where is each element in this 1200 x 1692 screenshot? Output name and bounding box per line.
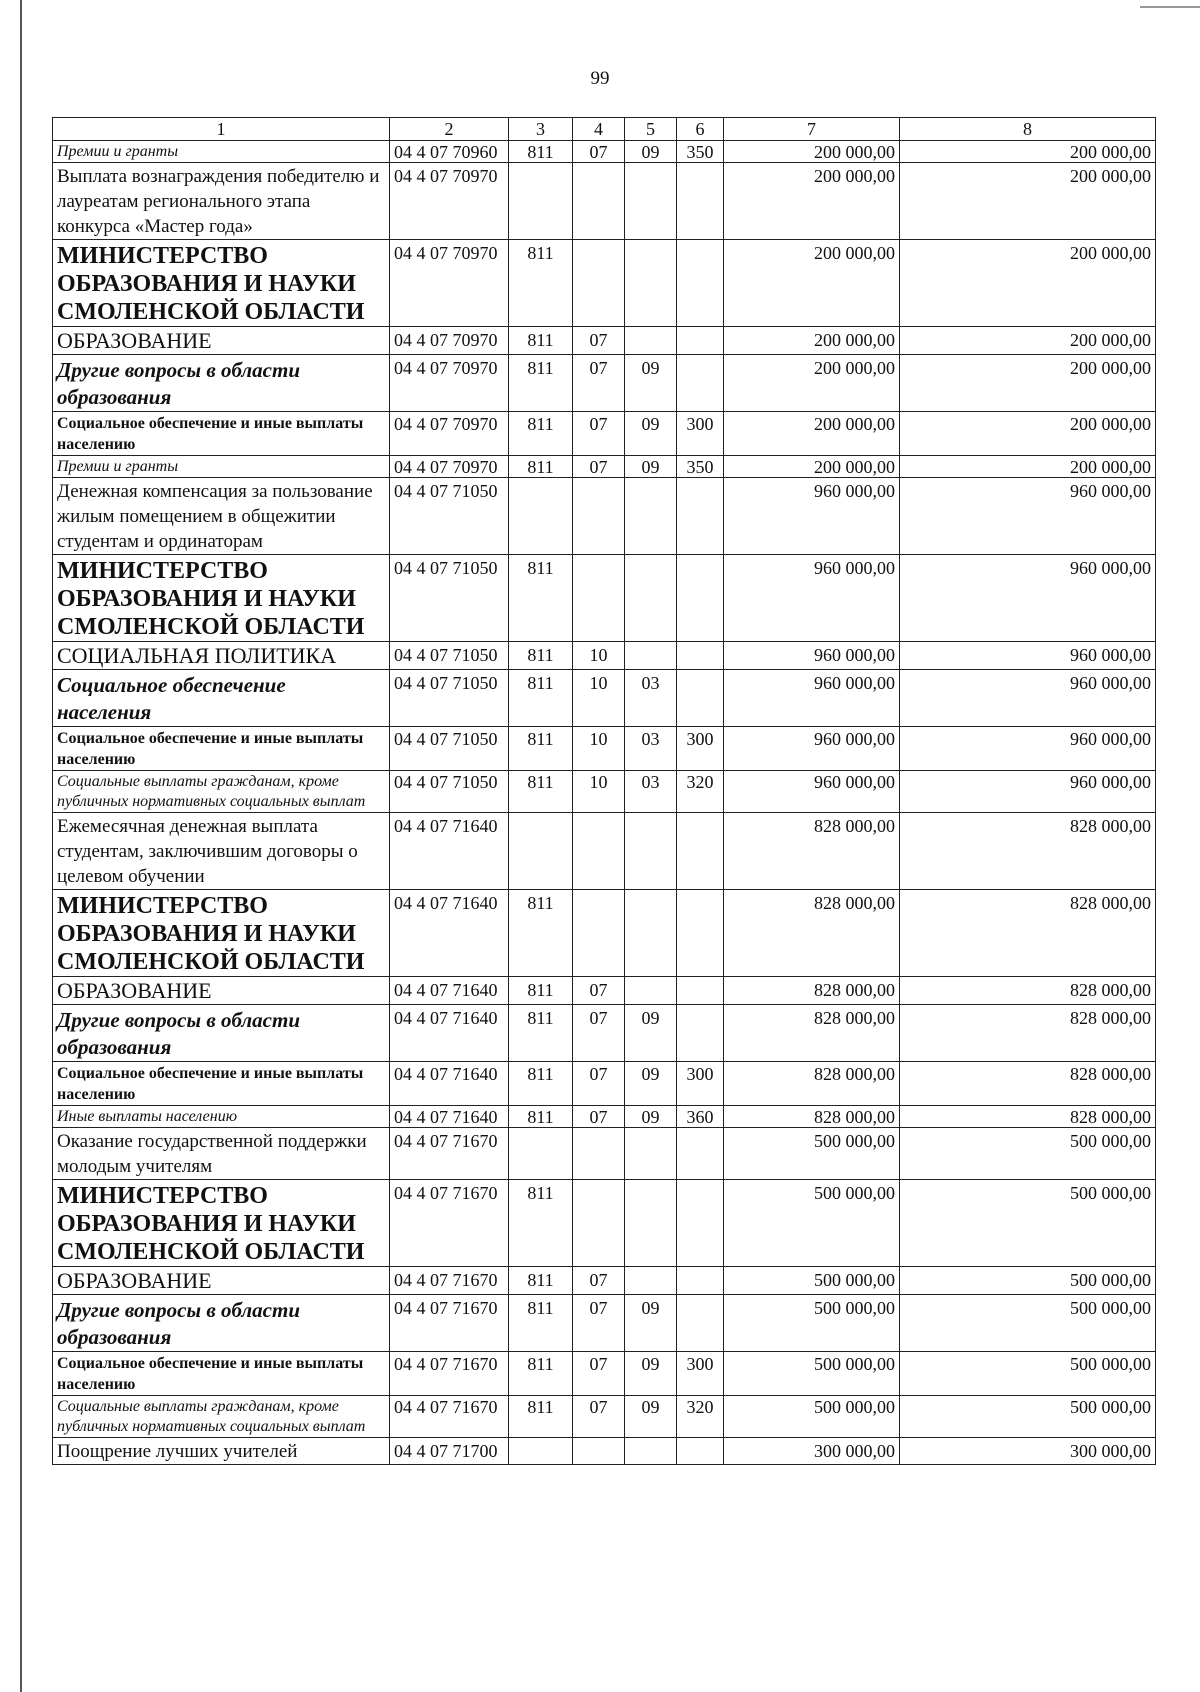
section-code-cell bbox=[573, 1128, 625, 1180]
expense-type-cell bbox=[677, 1128, 724, 1180]
name-cell: ОБРАЗОВАНИЕ bbox=[53, 1267, 390, 1295]
department-code-cell: 811 bbox=[509, 670, 573, 727]
table-row bbox=[53, 1005, 1156, 1062]
table-row bbox=[53, 327, 1156, 355]
section-code-cell: 07 bbox=[573, 1396, 625, 1438]
amount-year1-cell: 960 000,00 bbox=[724, 771, 900, 813]
table-row bbox=[53, 1295, 1156, 1352]
amount-year1-cell: 200 000,00 bbox=[724, 412, 900, 456]
target-code-cell: 04 4 07 70970 bbox=[390, 456, 509, 478]
name-cell: ОБРАЗОВАНИЕ bbox=[53, 977, 390, 1005]
section-code-cell: 10 bbox=[573, 670, 625, 727]
amount-year2-cell: 200 000,00 bbox=[900, 327, 1156, 355]
department-code-cell: 811 bbox=[509, 327, 573, 355]
subsection-code-cell: 09 bbox=[625, 355, 677, 412]
amount-year1-cell: 500 000,00 bbox=[724, 1180, 900, 1267]
amount-year1-cell: 200 000,00 bbox=[724, 240, 900, 327]
amount-year2-cell: 500 000,00 bbox=[900, 1295, 1156, 1352]
name-cell: ОБРАЗОВАНИЕ bbox=[53, 327, 390, 355]
section-code-cell bbox=[573, 1438, 625, 1465]
expense-type-cell bbox=[677, 163, 724, 240]
target-code-cell: 04 4 07 71670 bbox=[390, 1180, 509, 1267]
name-cell: Поощрение лучших учителей bbox=[53, 1438, 390, 1465]
table-row bbox=[53, 670, 1156, 727]
section-code-cell: 10 bbox=[573, 727, 625, 771]
target-code-cell: 04 4 07 71670 bbox=[390, 1267, 509, 1295]
name-cell: МИНИСТЕРСТВО ОБРАЗОВАНИЯ И НАУКИ СМОЛЕНСКОЙ ОБЛАСТИ bbox=[53, 555, 390, 642]
target-code-cell: 04 4 07 70970 bbox=[390, 327, 509, 355]
target-code-cell: 04 4 07 71050 bbox=[390, 727, 509, 771]
department-code-cell: 811 bbox=[509, 1062, 573, 1106]
subsection-code-cell: 09 bbox=[625, 1106, 677, 1128]
department-code-cell bbox=[509, 163, 573, 240]
section-code-cell bbox=[573, 240, 625, 327]
section-code-cell bbox=[573, 890, 625, 977]
expense-type-cell: 300 bbox=[677, 727, 724, 771]
subsection-code-cell: 09 bbox=[625, 141, 677, 163]
department-code-cell: 811 bbox=[509, 1005, 573, 1062]
name-cell: Ежемесячная денежная выплата студентам, заключившим договоры о целевом обучении bbox=[53, 813, 390, 890]
department-code-cell: 811 bbox=[509, 240, 573, 327]
expense-type-cell bbox=[677, 890, 724, 977]
section-code-cell: 07 bbox=[573, 327, 625, 355]
table-row bbox=[53, 163, 1156, 240]
table-row bbox=[53, 642, 1156, 670]
amount-year2-cell: 828 000,00 bbox=[900, 1062, 1156, 1106]
target-code-cell: 04 4 07 71050 bbox=[390, 771, 509, 813]
scan-edge-line bbox=[1140, 6, 1200, 8]
amount-year1-cell: 200 000,00 bbox=[724, 327, 900, 355]
target-code-cell: 04 4 07 70970 bbox=[390, 163, 509, 240]
section-code-cell bbox=[573, 1180, 625, 1267]
target-code-cell: 04 4 07 71050 bbox=[390, 478, 509, 555]
expense-type-cell bbox=[677, 1005, 724, 1062]
amount-year1-cell: 960 000,00 bbox=[724, 670, 900, 727]
subsection-code-cell: 03 bbox=[625, 771, 677, 813]
target-code-cell: 04 4 07 70970 bbox=[390, 240, 509, 327]
name-cell: МИНИСТЕРСТВО ОБРАЗОВАНИЯ И НАУКИ СМОЛЕНСКОЙ ОБЛАСТИ bbox=[53, 240, 390, 327]
name-cell: Другие вопросы в области образования bbox=[53, 1005, 390, 1062]
table-row bbox=[53, 141, 1156, 163]
section-code-cell: 10 bbox=[573, 642, 625, 670]
amount-year1-cell: 828 000,00 bbox=[724, 890, 900, 977]
expense-type-cell: 350 bbox=[677, 456, 724, 478]
subsection-code-cell: 09 bbox=[625, 412, 677, 456]
expense-type-cell bbox=[677, 355, 724, 412]
target-code-cell: 04 4 07 71640 bbox=[390, 890, 509, 977]
expense-type-cell: 350 bbox=[677, 141, 724, 163]
target-code-cell: 04 4 07 71640 bbox=[390, 1005, 509, 1062]
table-header-row bbox=[53, 118, 1156, 141]
header-cell: 1 bbox=[53, 118, 390, 141]
amount-year2-cell: 828 000,00 bbox=[900, 890, 1156, 977]
amount-year1-cell: 200 000,00 bbox=[724, 456, 900, 478]
page-number: 99 bbox=[590, 68, 610, 89]
name-cell: Социальное обеспечение и иные выплаты населению bbox=[53, 1062, 390, 1106]
amount-year2-cell: 828 000,00 bbox=[900, 1005, 1156, 1062]
amount-year2-cell: 500 000,00 bbox=[900, 1180, 1156, 1267]
department-code-cell: 811 bbox=[509, 412, 573, 456]
expense-type-cell bbox=[677, 1438, 724, 1465]
amount-year1-cell: 500 000,00 bbox=[724, 1352, 900, 1396]
scan-edge-line bbox=[20, 0, 22, 1692]
name-cell: Премии и гранты bbox=[53, 456, 390, 478]
department-code-cell: 811 bbox=[509, 771, 573, 813]
table-row bbox=[53, 1128, 1156, 1180]
name-cell: Денежная компенсация за пользование жилым помещением в общежитии студентам и ординаторам bbox=[53, 478, 390, 555]
target-code-cell: 04 4 07 71670 bbox=[390, 1128, 509, 1180]
target-code-cell: 04 4 07 70970 bbox=[390, 355, 509, 412]
subsection-code-cell bbox=[625, 642, 677, 670]
table-row bbox=[53, 1180, 1156, 1267]
amount-year1-cell: 828 000,00 bbox=[724, 977, 900, 1005]
amount-year1-cell: 500 000,00 bbox=[724, 1396, 900, 1438]
header-cell: 7 bbox=[724, 118, 900, 141]
subsection-code-cell bbox=[625, 555, 677, 642]
target-code-cell: 04 4 07 71640 bbox=[390, 1106, 509, 1128]
subsection-code-cell: 09 bbox=[625, 1396, 677, 1438]
name-cell: Социальное обеспечение населения bbox=[53, 670, 390, 727]
subsection-code-cell bbox=[625, 813, 677, 890]
header-cell: 3 bbox=[509, 118, 573, 141]
amount-year2-cell: 300 000,00 bbox=[900, 1438, 1156, 1465]
department-code-cell: 811 bbox=[509, 141, 573, 163]
table-body bbox=[53, 118, 1156, 1465]
expense-type-cell: 360 bbox=[677, 1106, 724, 1128]
subsection-code-cell: 09 bbox=[625, 456, 677, 478]
expense-type-cell bbox=[677, 1267, 724, 1295]
section-code-cell bbox=[573, 555, 625, 642]
amount-year2-cell: 960 000,00 bbox=[900, 555, 1156, 642]
table-row bbox=[53, 1438, 1156, 1465]
table-row bbox=[53, 478, 1156, 555]
name-cell: Социальное обеспечение и иные выплаты населению bbox=[53, 412, 390, 456]
section-code-cell: 07 bbox=[573, 355, 625, 412]
target-code-cell: 04 4 07 71670 bbox=[390, 1396, 509, 1438]
expense-type-cell: 300 bbox=[677, 412, 724, 456]
table-row bbox=[53, 1396, 1156, 1438]
expense-type-cell bbox=[677, 240, 724, 327]
amount-year2-cell: 200 000,00 bbox=[900, 240, 1156, 327]
name-cell: СОЦИАЛЬНАЯ ПОЛИТИКА bbox=[53, 642, 390, 670]
expense-type-cell bbox=[677, 813, 724, 890]
department-code-cell bbox=[509, 1128, 573, 1180]
table-row bbox=[53, 1106, 1156, 1128]
name-cell: Другие вопросы в области образования bbox=[53, 355, 390, 412]
name-cell: Выплата вознаграждения победителю и лауреатам регионального этапа конкурса «Мастер года» bbox=[53, 163, 390, 240]
table-row bbox=[53, 412, 1156, 456]
subsection-code-cell: 09 bbox=[625, 1005, 677, 1062]
subsection-code-cell: 09 bbox=[625, 1352, 677, 1396]
department-code-cell bbox=[509, 478, 573, 555]
expense-type-cell: 300 bbox=[677, 1062, 724, 1106]
section-code-cell: 07 bbox=[573, 1106, 625, 1128]
budget-table bbox=[52, 117, 1156, 1465]
expense-type-cell bbox=[677, 642, 724, 670]
amount-year2-cell: 828 000,00 bbox=[900, 977, 1156, 1005]
department-code-cell: 811 bbox=[509, 1180, 573, 1267]
department-code-cell: 811 bbox=[509, 1295, 573, 1352]
header-cell: 8 bbox=[900, 118, 1156, 141]
subsection-code-cell bbox=[625, 1180, 677, 1267]
amount-year2-cell: 200 000,00 bbox=[900, 355, 1156, 412]
expense-type-cell bbox=[677, 555, 724, 642]
section-code-cell: 07 bbox=[573, 141, 625, 163]
table-row bbox=[53, 771, 1156, 813]
table-row bbox=[53, 355, 1156, 412]
department-code-cell: 811 bbox=[509, 355, 573, 412]
expense-type-cell: 300 bbox=[677, 1352, 724, 1396]
amount-year2-cell: 960 000,00 bbox=[900, 771, 1156, 813]
table-row bbox=[53, 1062, 1156, 1106]
name-cell: Социальные выплаты гражданам, кроме публичных нормативных социальных выплат bbox=[53, 1396, 390, 1438]
department-code-cell: 811 bbox=[509, 1352, 573, 1396]
department-code-cell: 811 bbox=[509, 1396, 573, 1438]
target-code-cell: 04 4 07 71670 bbox=[390, 1352, 509, 1396]
amount-year2-cell: 200 000,00 bbox=[900, 412, 1156, 456]
target-code-cell: 04 4 07 71640 bbox=[390, 813, 509, 890]
amount-year1-cell: 828 000,00 bbox=[724, 1062, 900, 1106]
section-code-cell: 07 bbox=[573, 412, 625, 456]
expense-type-cell bbox=[677, 977, 724, 1005]
name-cell: МИНИСТЕРСТВО ОБРАЗОВАНИЯ И НАУКИ СМОЛЕНСКОЙ ОБЛАСТИ bbox=[53, 890, 390, 977]
subsection-code-cell: 03 bbox=[625, 670, 677, 727]
subsection-code-cell: 03 bbox=[625, 727, 677, 771]
amount-year1-cell: 960 000,00 bbox=[724, 642, 900, 670]
amount-year2-cell: 960 000,00 bbox=[900, 727, 1156, 771]
amount-year2-cell: 500 000,00 bbox=[900, 1396, 1156, 1438]
department-code-cell: 811 bbox=[509, 977, 573, 1005]
target-code-cell: 04 4 07 71670 bbox=[390, 1295, 509, 1352]
expense-type-cell: 320 bbox=[677, 1396, 724, 1438]
section-code-cell: 07 bbox=[573, 977, 625, 1005]
subsection-code-cell bbox=[625, 977, 677, 1005]
amount-year1-cell: 300 000,00 bbox=[724, 1438, 900, 1465]
subsection-code-cell bbox=[625, 1267, 677, 1295]
section-code-cell: 07 bbox=[573, 1352, 625, 1396]
amount-year1-cell: 828 000,00 bbox=[724, 1005, 900, 1062]
name-cell: МИНИСТЕРСТВО ОБРАЗОВАНИЯ И НАУКИ СМОЛЕНСКОЙ ОБЛАСТИ bbox=[53, 1180, 390, 1267]
section-code-cell: 10 bbox=[573, 771, 625, 813]
amount-year2-cell: 960 000,00 bbox=[900, 670, 1156, 727]
amount-year2-cell: 500 000,00 bbox=[900, 1352, 1156, 1396]
header-cell: 4 bbox=[573, 118, 625, 141]
target-code-cell: 04 4 07 71700 bbox=[390, 1438, 509, 1465]
amount-year2-cell: 500 000,00 bbox=[900, 1267, 1156, 1295]
department-code-cell: 811 bbox=[509, 555, 573, 642]
expense-type-cell: 320 bbox=[677, 771, 724, 813]
table-row bbox=[53, 813, 1156, 890]
section-code-cell: 07 bbox=[573, 1062, 625, 1106]
department-code-cell: 811 bbox=[509, 456, 573, 478]
target-code-cell: 04 4 07 70970 bbox=[390, 412, 509, 456]
subsection-code-cell: 09 bbox=[625, 1062, 677, 1106]
subsection-code-cell bbox=[625, 890, 677, 977]
amount-year1-cell: 960 000,00 bbox=[724, 727, 900, 771]
header-cell: 2 bbox=[390, 118, 509, 141]
amount-year1-cell: 200 000,00 bbox=[724, 163, 900, 240]
amount-year1-cell: 200 000,00 bbox=[724, 355, 900, 412]
table-row bbox=[53, 890, 1156, 977]
target-code-cell: 04 4 07 70960 bbox=[390, 141, 509, 163]
subsection-code-cell bbox=[625, 1438, 677, 1465]
amount-year1-cell: 960 000,00 bbox=[724, 478, 900, 555]
amount-year2-cell: 960 000,00 bbox=[900, 642, 1156, 670]
amount-year1-cell: 960 000,00 bbox=[724, 555, 900, 642]
subsection-code-cell: 09 bbox=[625, 1295, 677, 1352]
target-code-cell: 04 4 07 71050 bbox=[390, 555, 509, 642]
name-cell: Оказание государственной поддержки молодым учителям bbox=[53, 1128, 390, 1180]
section-code-cell: 07 bbox=[573, 1295, 625, 1352]
expense-type-cell bbox=[677, 478, 724, 555]
department-code-cell: 811 bbox=[509, 642, 573, 670]
expense-type-cell bbox=[677, 1180, 724, 1267]
table-row bbox=[53, 240, 1156, 327]
table-row bbox=[53, 1352, 1156, 1396]
table-row bbox=[53, 456, 1156, 478]
amount-year1-cell: 828 000,00 bbox=[724, 1106, 900, 1128]
expense-type-cell bbox=[677, 670, 724, 727]
department-code-cell: 811 bbox=[509, 727, 573, 771]
name-cell: Социальные выплаты гражданам, кроме публичных нормативных социальных выплат bbox=[53, 771, 390, 813]
department-code-cell: 811 bbox=[509, 890, 573, 977]
amount-year1-cell: 200 000,00 bbox=[724, 141, 900, 163]
subsection-code-cell bbox=[625, 327, 677, 355]
header-cell: 5 bbox=[625, 118, 677, 141]
name-cell: Иные выплаты населению bbox=[53, 1106, 390, 1128]
amount-year2-cell: 828 000,00 bbox=[900, 1106, 1156, 1128]
amount-year2-cell: 828 000,00 bbox=[900, 813, 1156, 890]
expense-type-cell bbox=[677, 1295, 724, 1352]
department-code-cell bbox=[509, 813, 573, 890]
section-code-cell bbox=[573, 163, 625, 240]
section-code-cell bbox=[573, 813, 625, 890]
subsection-code-cell bbox=[625, 1128, 677, 1180]
department-code-cell: 811 bbox=[509, 1106, 573, 1128]
amount-year2-cell: 200 000,00 bbox=[900, 141, 1156, 163]
name-cell: Социальное обеспечение и иные выплаты населению bbox=[53, 1352, 390, 1396]
amount-year1-cell: 500 000,00 bbox=[724, 1267, 900, 1295]
target-code-cell: 04 4 07 71640 bbox=[390, 977, 509, 1005]
amount-year2-cell: 200 000,00 bbox=[900, 163, 1156, 240]
subsection-code-cell bbox=[625, 240, 677, 327]
subsection-code-cell bbox=[625, 163, 677, 240]
target-code-cell: 04 4 07 71640 bbox=[390, 1062, 509, 1106]
table-row bbox=[53, 727, 1156, 771]
table-row bbox=[53, 1267, 1156, 1295]
amount-year2-cell: 200 000,00 bbox=[900, 456, 1156, 478]
amount-year1-cell: 500 000,00 bbox=[724, 1295, 900, 1352]
amount-year1-cell: 828 000,00 bbox=[724, 813, 900, 890]
section-code-cell: 07 bbox=[573, 1005, 625, 1062]
amount-year2-cell: 500 000,00 bbox=[900, 1128, 1156, 1180]
amount-year2-cell: 960 000,00 bbox=[900, 478, 1156, 555]
target-code-cell: 04 4 07 71050 bbox=[390, 670, 509, 727]
department-code-cell bbox=[509, 1438, 573, 1465]
name-cell: Премии и гранты bbox=[53, 141, 390, 163]
department-code-cell: 811 bbox=[509, 1267, 573, 1295]
name-cell: Социальное обеспечение и иные выплаты населению bbox=[53, 727, 390, 771]
section-code-cell: 07 bbox=[573, 1267, 625, 1295]
subsection-code-cell bbox=[625, 478, 677, 555]
name-cell: Другие вопросы в области образования bbox=[53, 1295, 390, 1352]
target-code-cell: 04 4 07 71050 bbox=[390, 642, 509, 670]
amount-year1-cell: 500 000,00 bbox=[724, 1128, 900, 1180]
header-cell: 6 bbox=[677, 118, 724, 141]
expense-type-cell bbox=[677, 327, 724, 355]
section-code-cell: 07 bbox=[573, 456, 625, 478]
table-row bbox=[53, 977, 1156, 1005]
table-row bbox=[53, 555, 1156, 642]
section-code-cell bbox=[573, 478, 625, 555]
